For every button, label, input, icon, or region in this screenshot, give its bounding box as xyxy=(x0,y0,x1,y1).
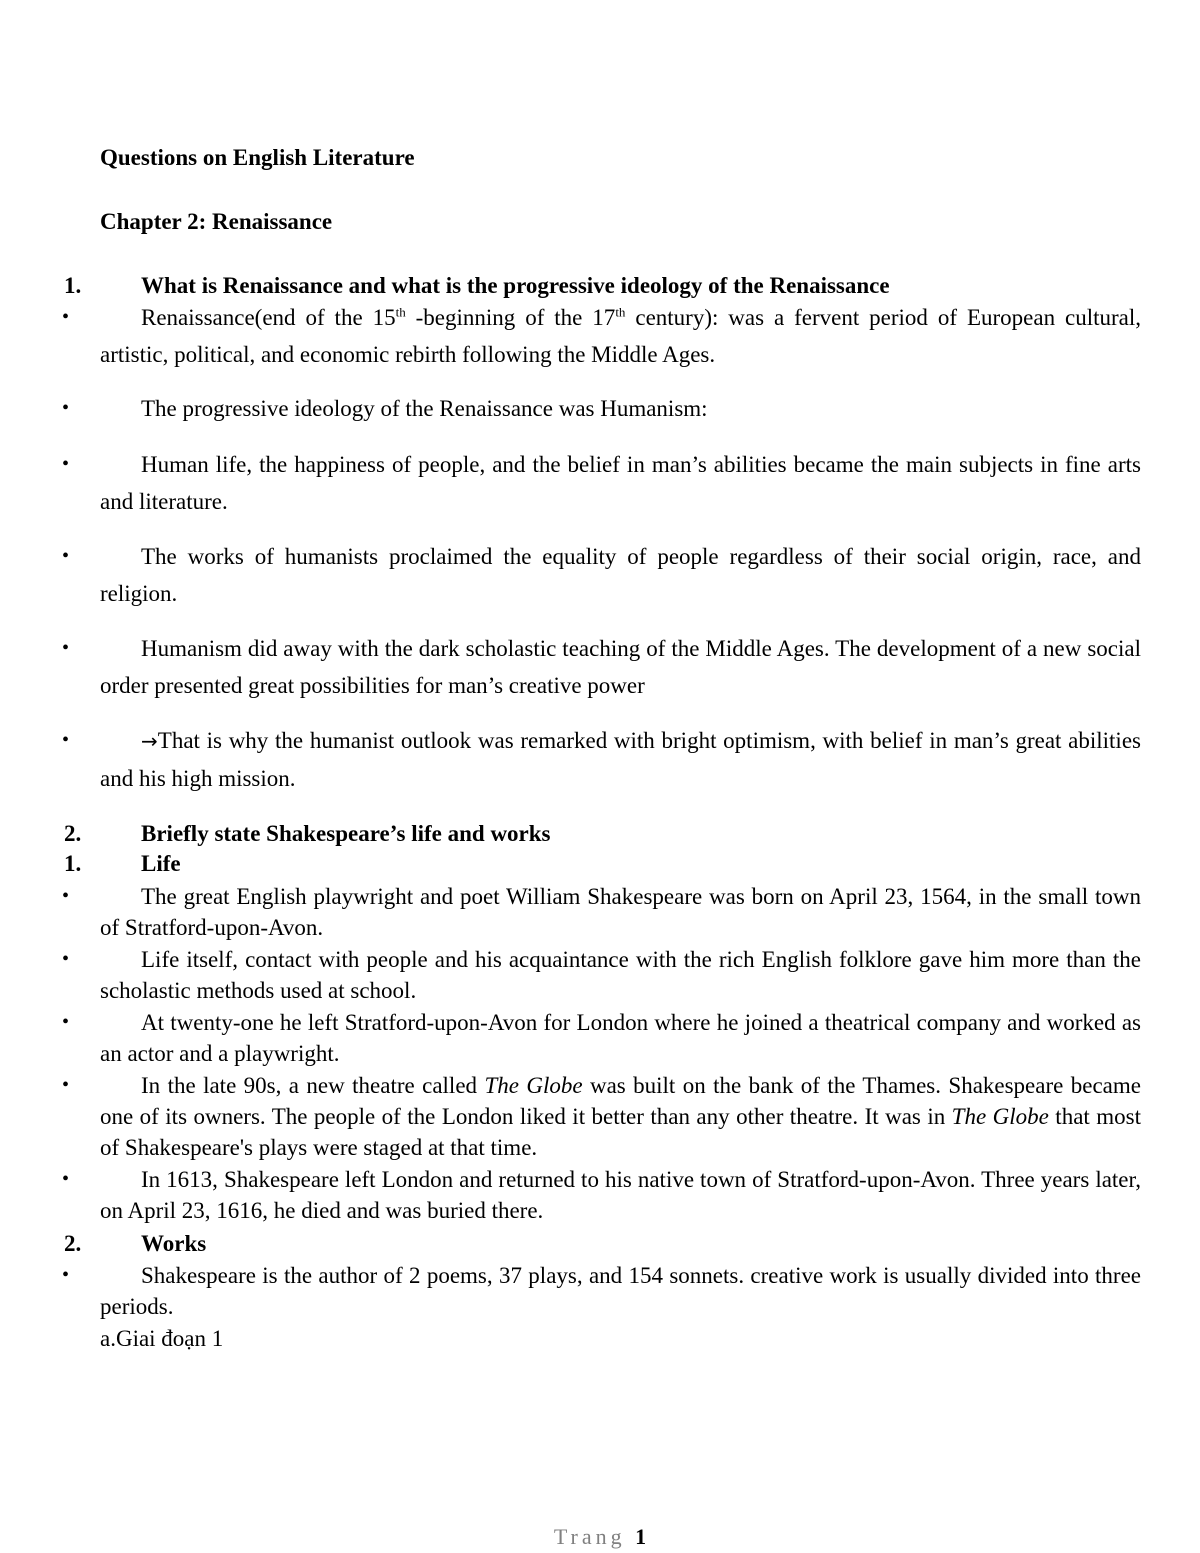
bullet-icon: • xyxy=(62,885,70,907)
paragraph: Life itself, contact with people and his acquaintance with the rich English folklore gave him more than the scholastic methods used at school. xyxy=(100,947,1141,1003)
paragraph: The great English playwright and poet William Shakespeare was born on April 23, 1564, in the small town of Stratford-upon-Avon. xyxy=(100,884,1141,940)
chapter-heading: Chapter 2: Renaissance xyxy=(100,209,333,234)
arrow-icon: → xyxy=(141,729,158,753)
question-heading: What is Renaissance and what is the progressive ideology of the Renaissance xyxy=(141,273,890,298)
bullet-icon: • xyxy=(62,729,70,751)
section-number: 1. xyxy=(64,851,82,876)
question-number: 2. xyxy=(64,821,82,846)
bullet-icon: • xyxy=(62,1168,70,1190)
sub-heading: a.Giai đoạn 1 xyxy=(100,1326,224,1351)
document-title: Questions on English Literature xyxy=(100,145,415,170)
question-number: 1. xyxy=(64,273,82,298)
section-number: 2. xyxy=(64,1231,82,1256)
paragraph: In the late 90s, a new theatre called The Globe was built on the bank of the Thames. Shakespeare became one of its owners. The people of the London liked it better than any other theatre. It was in The Globe that most of Shakespeare's plays were staged at that time. xyxy=(100,1073,1141,1160)
paragraph: Human life, the happiness of people, and the belief in man’s abilities became the main subjects in fine arts and literature. xyxy=(100,452,1141,514)
paragraph: Humanism did away with the dark scholastic teaching of the Middle Ages. The development of a new social order presented great possibilities for man’s creative power xyxy=(100,636,1141,698)
bullet-icon: • xyxy=(62,637,70,659)
paragraph: →That is why the humanist outlook was remarked with bright optimism, with belief in man’s great abilities and his high mission. xyxy=(100,728,1141,791)
section-heading: Works xyxy=(141,1231,207,1256)
page-number: 1 xyxy=(635,1524,647,1549)
bullet-icon: • xyxy=(62,1011,70,1033)
paragraph: At twenty-one he left Stratford-upon-Avon for London where he joined a theatrical company and worked as an actor and a playwright. xyxy=(100,1010,1141,1066)
paragraph: Renaissance(end of the 15th -beginning of the 17th century): was a fervent period of European cultural, artistic, political, and economic rebirth following the Middle Ages. xyxy=(100,304,1141,367)
bullet-icon: • xyxy=(62,948,70,970)
paragraph: The works of humanists proclaimed the equality of people regardless of their social origin, race, and religion. xyxy=(100,544,1141,606)
page-footer xyxy=(0,1524,1200,1550)
paragraph: In 1613, Shakespeare left London and returned to his native town of Stratford-upon-Avon. Three years later, on April 23, 1616, he died and was buried there. xyxy=(100,1167,1141,1223)
bullet-icon: • xyxy=(62,545,70,567)
bullet-icon: • xyxy=(62,1074,70,1096)
question-heading: Briefly state Shakespeare’s life and works xyxy=(141,821,551,846)
bullet-icon: • xyxy=(62,453,70,475)
section-heading: Life xyxy=(141,851,181,876)
italic-title: The Globe xyxy=(951,1104,1049,1129)
paragraph: Shakespeare is the author of 2 poems, 37 plays, and 154 sonnets. creative work is usually divided into three periods. xyxy=(100,1263,1141,1319)
footer-label: Trang xyxy=(553,1524,626,1549)
bullet-icon: • xyxy=(62,306,70,328)
italic-title: The Globe xyxy=(484,1073,583,1098)
paragraph: The progressive ideology of the Renaissance was Humanism: xyxy=(141,396,708,421)
bullet-icon: • xyxy=(62,397,70,419)
bullet-icon: • xyxy=(62,1264,70,1286)
